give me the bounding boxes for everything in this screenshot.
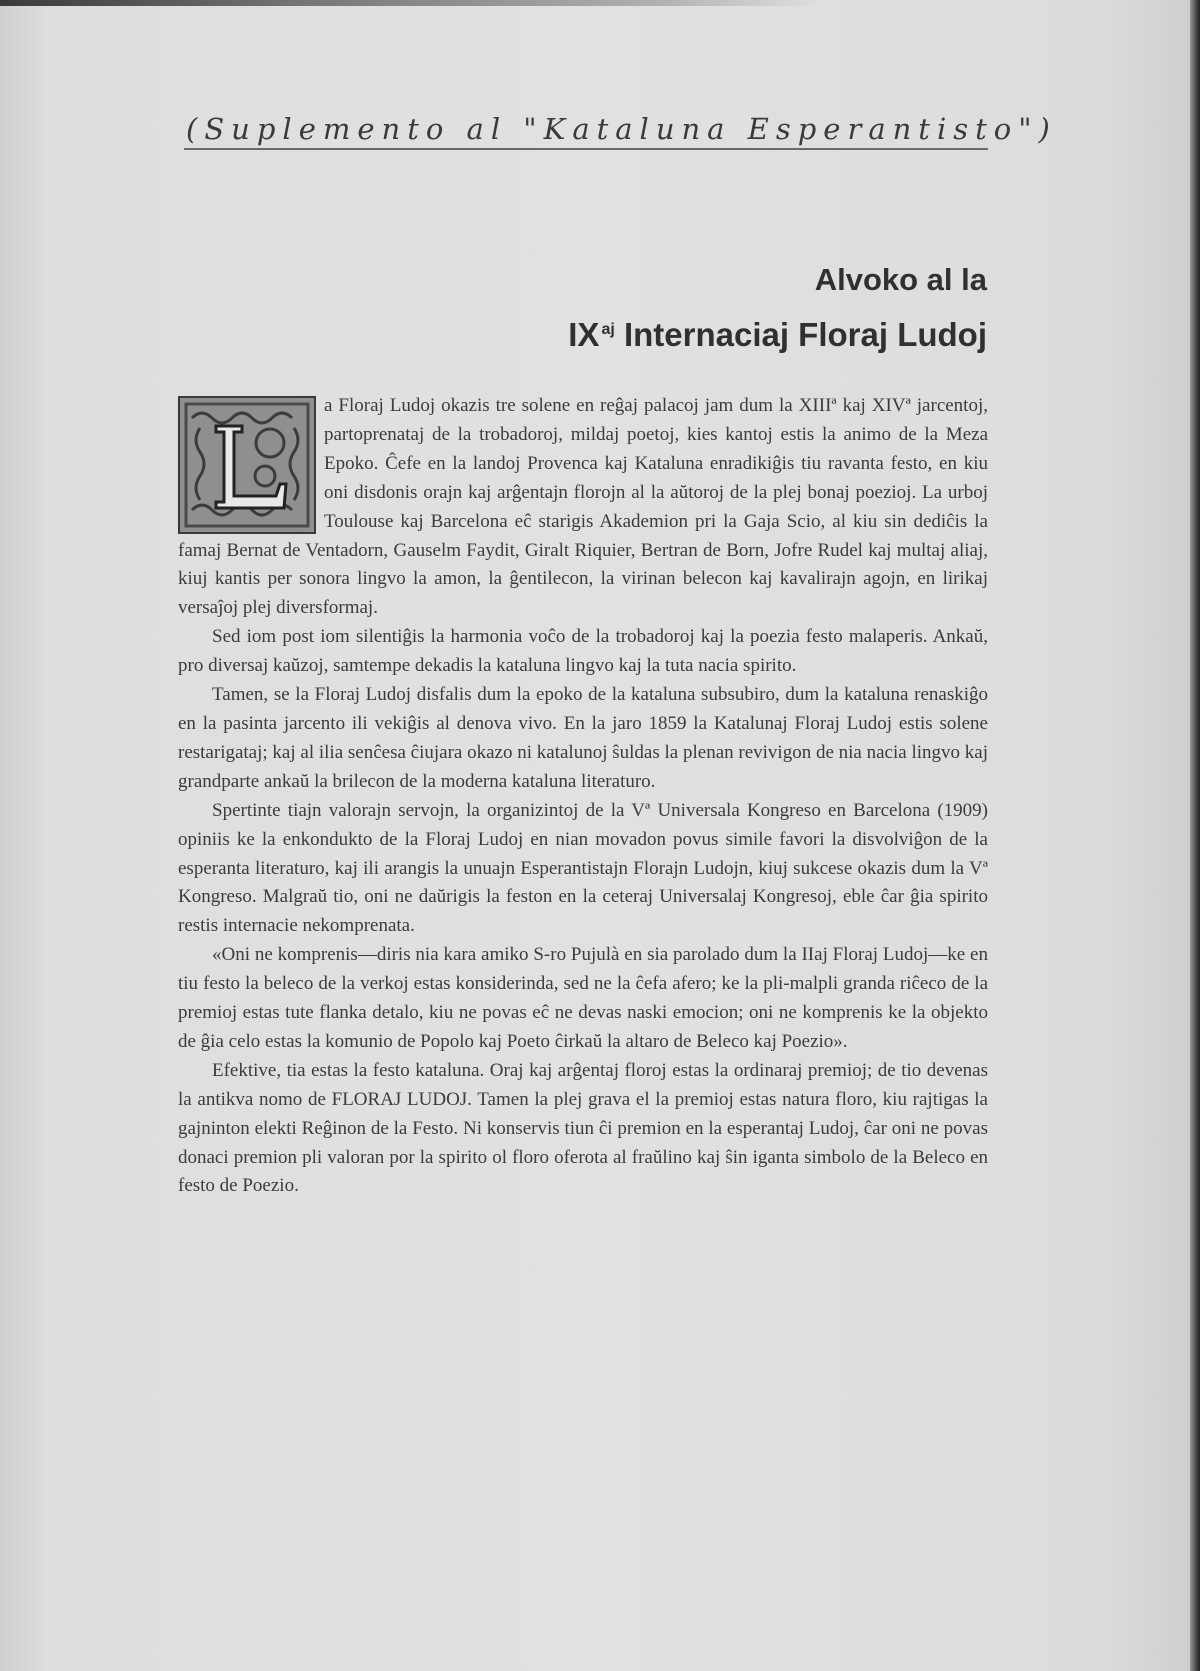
paragraph-6: Efektive, tia estas la festo kataluna. Oraj kaj arĝentaj floroj estas la ordinaraj premioj; de tio devenas la antikva nomo de FLORAJ LUDOJ. Tamen la plej grava el la premioj estas natura floro, kiu rajtigas la gajninton elekti Reĝinon de la Festo. Ni konservis tiun ĉi premion en la esperantaj Ludoj, ĉar oni ne povas donaci premion pli valoran por la spirito ol floro oferota al fraŭlino kaj ŝin iganta simbolo de la Beleco en festo de Poezio.	[178, 1059, 988, 1197]
article-title-line1: Alvoko al la	[814, 262, 987, 297]
paragraph-5: «Oni ne komprenis—diris nia kara amiko S-ro Pujulà en sia parolado dum la IIaj Floraj Ludoj—ke en tiu festo la beleco de la verkoj estas konsiderinda, sed ne la ĉefa afero; ke la pli-malpli granda riĉeco de la premioj estas tute flanka detalo, kiu ne povas eĉ ne devas naski emocion; oni ne komprenis ke la objekto de ĝia celo estas la komunio de Popolo kaj Poeto ĉirkaŭ la altaro de Beleco kaj Poezio».	[178, 944, 988, 1052]
page-top-edge	[0, 0, 820, 6]
paragraph-2: Sed iom post iom silentiĝis la harmonia voĉo de la trobadoroj kaj la poezia festo malaperis. Ankaŭ, pro diversaj kaŭzoj, samtempe dekadis la kataluna lingvo kaj la tuta nacia spirito.	[178, 626, 988, 677]
ornamental-dropcap	[178, 396, 316, 534]
title-superscript: aj	[601, 321, 615, 338]
supplement-header: (Suplemento al "Kataluna Esperantisto")	[186, 112, 1057, 146]
paragraph-1-text: a Floraj Ludoj okazis tre solene en reĝaj palacoj jam dum la XIIIª kaj XIVª jarcentoj, partoprenataj de la trobadoroj, mildaj poetoj, kies kantoj estis la animo de la Meza Epoko. Ĉefe en la landoj Provenca kaj Kataluna enradikiĝis tiu ravanta festo, en kiu oni disdonis orajn kaj arĝentajn florojn al la aŭtoroj de la plej bonaj poezioj. La urboj Toulouse kaj Barcelona eĉ starigis Akademion pri la Gaja Scio, al kiu sin dediĉis la famaj Bernat de Ventadorn, Gauselm Faydit, Giralt Riquier, Bertran de Born, Jofre Rudel kaj multaj aliaj, kiuj kantis per sonora lingvo la amon, la ĝentilecon, la virinan belecon kaj kavalirajn agojn, en lirikaj versaĵoj plej diversformaj.	[178, 395, 988, 619]
title-roman-numeral: IX	[568, 316, 600, 353]
page-right-edge	[1190, 0, 1200, 1671]
title-remainder: Internaciaj Floraj Ludoj	[614, 316, 987, 353]
article-title-line2	[287, 316, 987, 354]
paragraph-1	[178, 392, 988, 623]
paragraph-3: Tamen, se la Floraj Ludoj disfalis dum la epoko de la kataluna subsubiro, dum la kataluna renaskiĝo en la pasinta jarcento ili vekiĝis al denova vivo. En la jaro 1859 la Katalunaj Floraj Ludoj estis solene restarigataj; kaj al ilia senĉesa ĉiujara okazo ni katalunoj ŝuldas la plenan revivigon de nia nacia lingvo kaj grandparte ankaŭ la brilecon de la moderna kataluna literaturo.	[178, 684, 988, 792]
paragraph-4: Spertinte tiajn valorajn servojn, la organizintoj de la Vª Universala Kongreso en Barcelona (1909) opiniis ke la enkondukto de la Floraj Ludoj en nian movadon povus simile favori la disvolviĝon de la esperanta literaturo, kaj ili arangis la unuajn Esperantistajn Florajn Ludojn, kiuj sukcese okazis dum la Vª Kongreso. Malgraŭ tio, oni ne daŭrigis la feston en la ceteraj Universalaj Kongresoj, eble ĉar ĝia spirito restis internacie nekomprenata.	[178, 799, 988, 937]
header-rule	[184, 148, 988, 150]
article-body	[178, 392, 988, 1201]
